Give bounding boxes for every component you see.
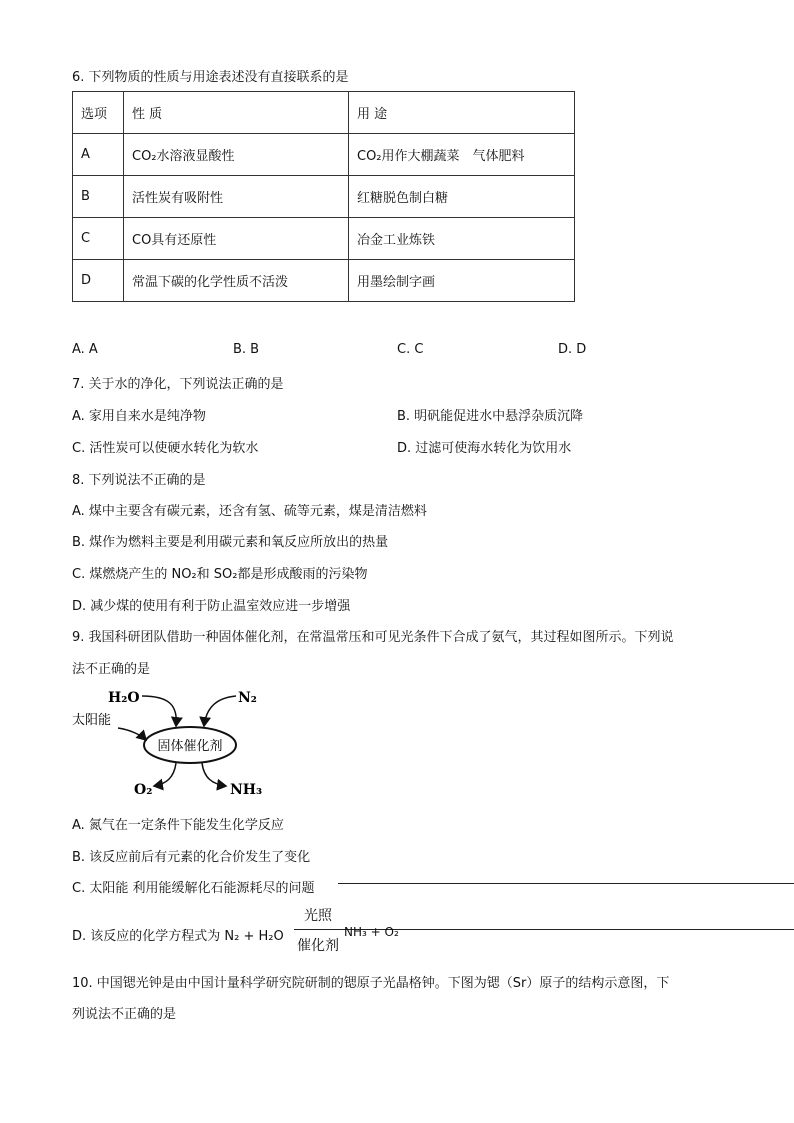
arrow-solar <box>118 728 146 740</box>
q7-option-a: A. 家用自来水是纯净物 <box>72 409 206 424</box>
header-property: 性 质 <box>124 92 349 134</box>
table-row <box>73 260 575 302</box>
cell-option: A <box>73 134 124 176</box>
arrow-o2 <box>154 763 176 786</box>
cell-property: 常温下碳的化学性质不活泼 <box>124 260 349 302</box>
q7-option-b: B. 明矾能促进水中悬浮杂质沉降 <box>397 409 584 424</box>
cell-property: CO具有还原性 <box>124 218 349 260</box>
label-catalyst: 固体催化剂 <box>157 739 223 754</box>
equation-condition-top: 光照 <box>304 908 332 924</box>
label-n2: N₂ <box>238 690 257 706</box>
table-row <box>73 176 575 218</box>
table-header-row <box>73 92 575 134</box>
cell-use: 红糖脱色制白糖 <box>349 176 575 218</box>
cell-option: C <box>73 218 124 260</box>
cell-use: 用墨绘制字画 <box>349 260 575 302</box>
cell-property: 活性炭有吸附性 <box>124 176 349 218</box>
q6-table <box>72 91 575 302</box>
q6-option-b: B. B <box>233 342 260 357</box>
cell-option: B <box>73 176 124 218</box>
cell-use: CO₂用作大棚蔬菜 气体肥料 <box>349 134 575 176</box>
arrow-n2 <box>204 696 236 726</box>
q8-option-c: C. 煤燃烧产生的 NO₂和 SO₂都是形成酸雨的污染物 <box>72 567 368 582</box>
q6-option-a: A. A <box>72 342 98 357</box>
table-row <box>73 218 575 260</box>
q7-option-d: D. 过滤可使海水转化为饮用水 <box>397 441 572 456</box>
label-o2: O₂ <box>134 782 153 798</box>
label-h2o: H₂O <box>108 690 140 706</box>
header-use: 用 途 <box>349 92 575 134</box>
equation-condition-bottom: 催化剂 <box>297 938 339 954</box>
q9-process-diagram <box>70 684 290 804</box>
q8-option-b: B. 煤作为燃料主要是利用碳元素和氧反应所放出的热量 <box>72 535 389 550</box>
q8-option-d: D. 减少煤的使用有利于防止温室效应进一步增强 <box>72 599 351 614</box>
arrow-h2o <box>142 696 176 726</box>
q9-option-c: C. 太阳能 利用能缓解化石能源耗尽的问题 <box>72 881 315 896</box>
q9-stem-line2: 法不正确的是 <box>72 662 151 677</box>
q7-stem: 7. 关于水的净化，下列说法正确的是 <box>72 377 284 392</box>
q9-option-a: A. 氮气在一定条件下能发生化学反应 <box>72 818 284 833</box>
q9-stem-line1: 9. 我国科研团队借助一种固体催化剂，在常温常压和可见光条件下合成了氨气，其过程如图所示。下列说 <box>72 630 674 645</box>
q10-stem-line1: 10. 中国锶光钟是由中国计量科学研究院研制的锶原子光晶格钟。下图为锶（Sr）原子的结构示意图，下 <box>72 976 670 991</box>
label-nh3: NH₃ <box>230 782 263 798</box>
q6-option-d: D. D <box>558 342 587 357</box>
table-row <box>73 134 575 176</box>
q10-stem-line2: 列说法不正确的是 <box>72 1007 177 1022</box>
cell-option: D <box>73 260 124 302</box>
cell-property: CO₂水溶液显酸性 <box>124 134 349 176</box>
q7-option-c: C. 活性炭可以使硬水转化为软水 <box>72 441 259 456</box>
q9-option-d-products: NH₃ + O₂ <box>344 925 399 939</box>
q6-option-c: C. C <box>397 342 424 357</box>
q9-option-d-prefix: D. 该反应的化学方程式为 N₂ + H₂O <box>72 929 284 944</box>
arrow-nh3 <box>202 763 226 786</box>
q6-stem: 6. 下列物质的性质与用途表述没有直接联系的是 <box>72 70 349 85</box>
header-option: 选项 <box>73 92 124 134</box>
q8-option-a: A. 煤中主要含有碳元素，还含有氢、硫等元素，煤是清洁燃料 <box>72 504 427 519</box>
label-solar-energy: 太阳能 <box>72 713 112 728</box>
divider-line-upper <box>338 883 794 884</box>
q9-option-b: B. 该反应前后有元素的化合价发生了变化 <box>72 850 311 865</box>
q8-stem: 8. 下列说法不正确的是 <box>72 473 206 488</box>
cell-use: 冶金工业炼铁 <box>349 218 575 260</box>
